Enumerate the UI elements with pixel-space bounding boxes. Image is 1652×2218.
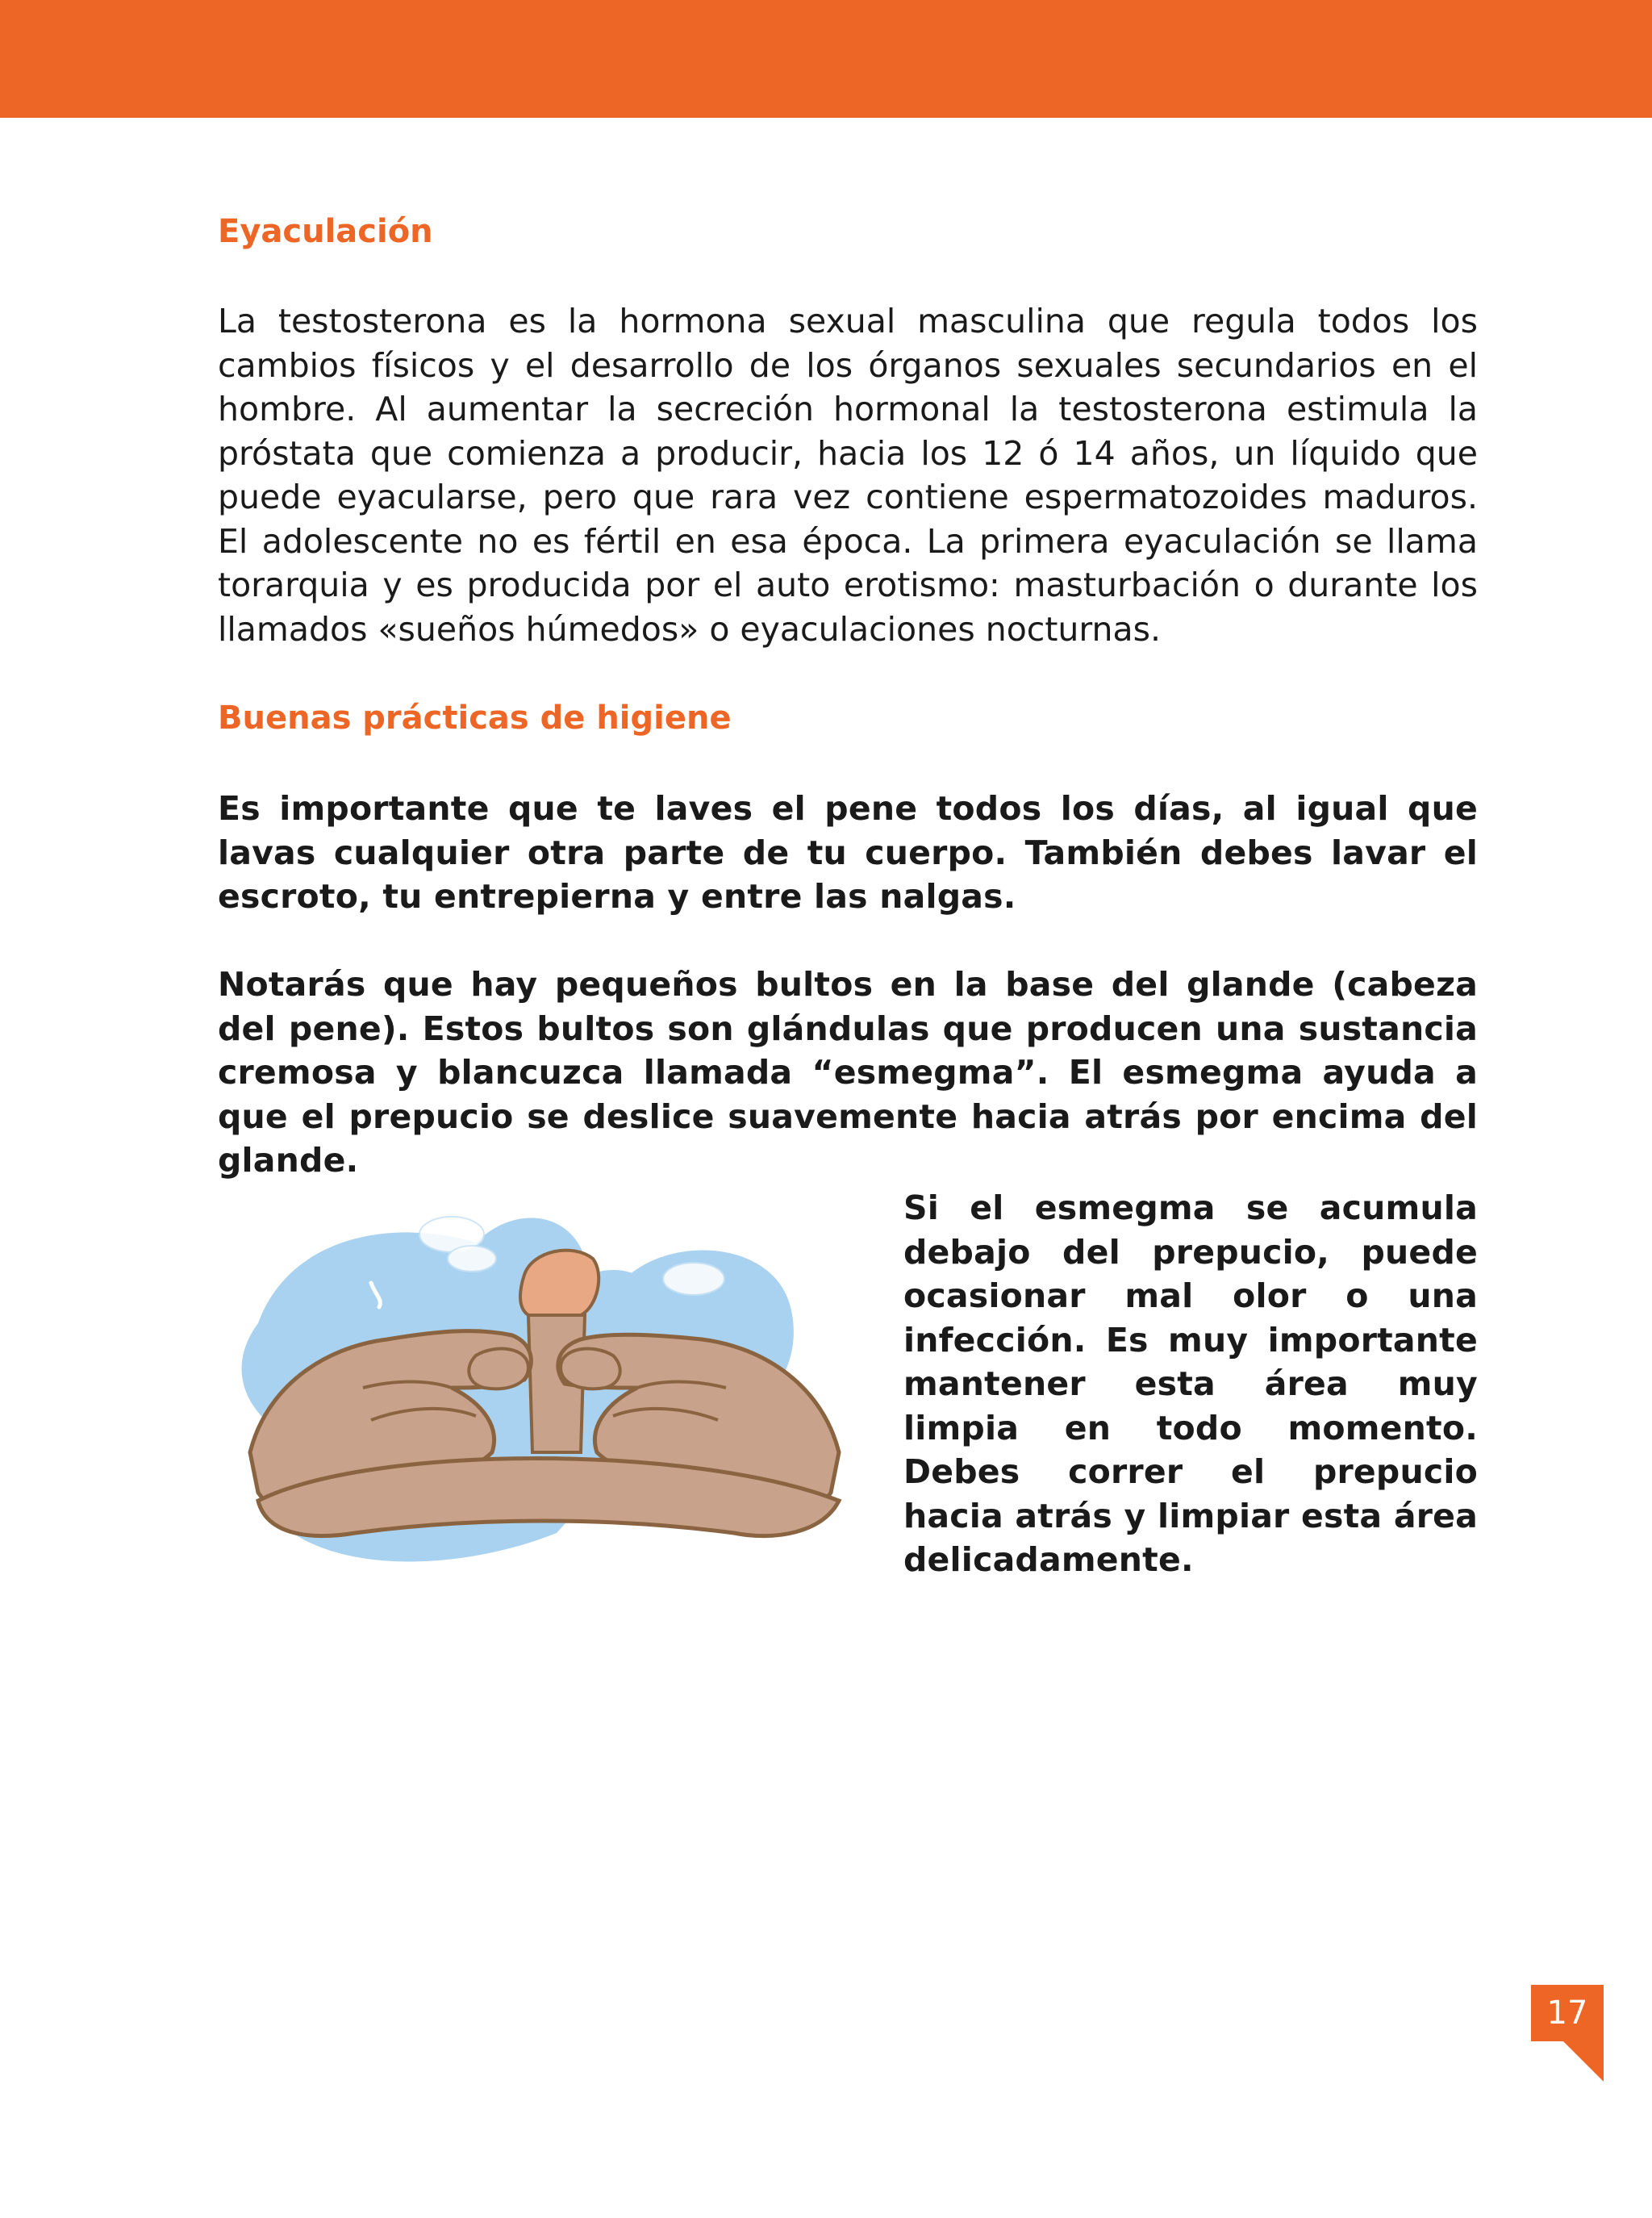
hygiene-paragraph-2: Notarás que hay pequeños bultos en la base del glande (cabeza del pene). Estos bultos son glándulas que producen una sustancia cremosa y blancuzca llamada “esmegma”. El esmegma ayuda a que el prepucio se deslice suavemente hacia atrás por encima del glande. <box>218 965 1478 1180</box>
side-paragraph: Si el esmegma se acumula debajo del prepucio, puede ocasionar mal olor o una infección. Es muy importante mantener esta área muy limpia en todo momento. Debes correr el prepucio hacia atrás y limpiar esta área delicadamente. <box>903 1188 1478 1579</box>
eyaculacion-paragraph: La testosterona es la hormona sexual masculina que regula todos los cambios físicos y el desarrollo de los órganos sexuales secundarios en el hombre. Al aumentar la secreción hormonal la testosterona estimula la próstata que comienza a producir, hacia los 12 ó 14 años, un líquido que puede eyacularse, pero que rara vez contiene espermatozoides maduros. El adolescente no es fértil en esa época. La primera eyaculación se llama torarquia y es producida por el auto erotismo: masturbación o durante los llamados «sueños húmedos» o eyaculaciones nocturnas. <box>218 302 1478 649</box>
header-bar <box>0 0 1652 118</box>
section-title-higiene: Buenas prácticas de higiene <box>218 700 732 737</box>
page-number-tail <box>1563 2041 1604 2082</box>
hygiene-hands-illustration <box>210 1186 879 1573</box>
hygiene-paragraph-1: Es importante que te laves el pene todos los días, al igual que lavas cualquier otra parte de tu cuerpo. También debes lavar el escroto, tu entrepierna y entre las nalgas. <box>218 789 1478 916</box>
section-title-eyaculacion: Eyaculación <box>218 213 433 250</box>
page-number: 17 <box>1531 1985 1604 2041</box>
